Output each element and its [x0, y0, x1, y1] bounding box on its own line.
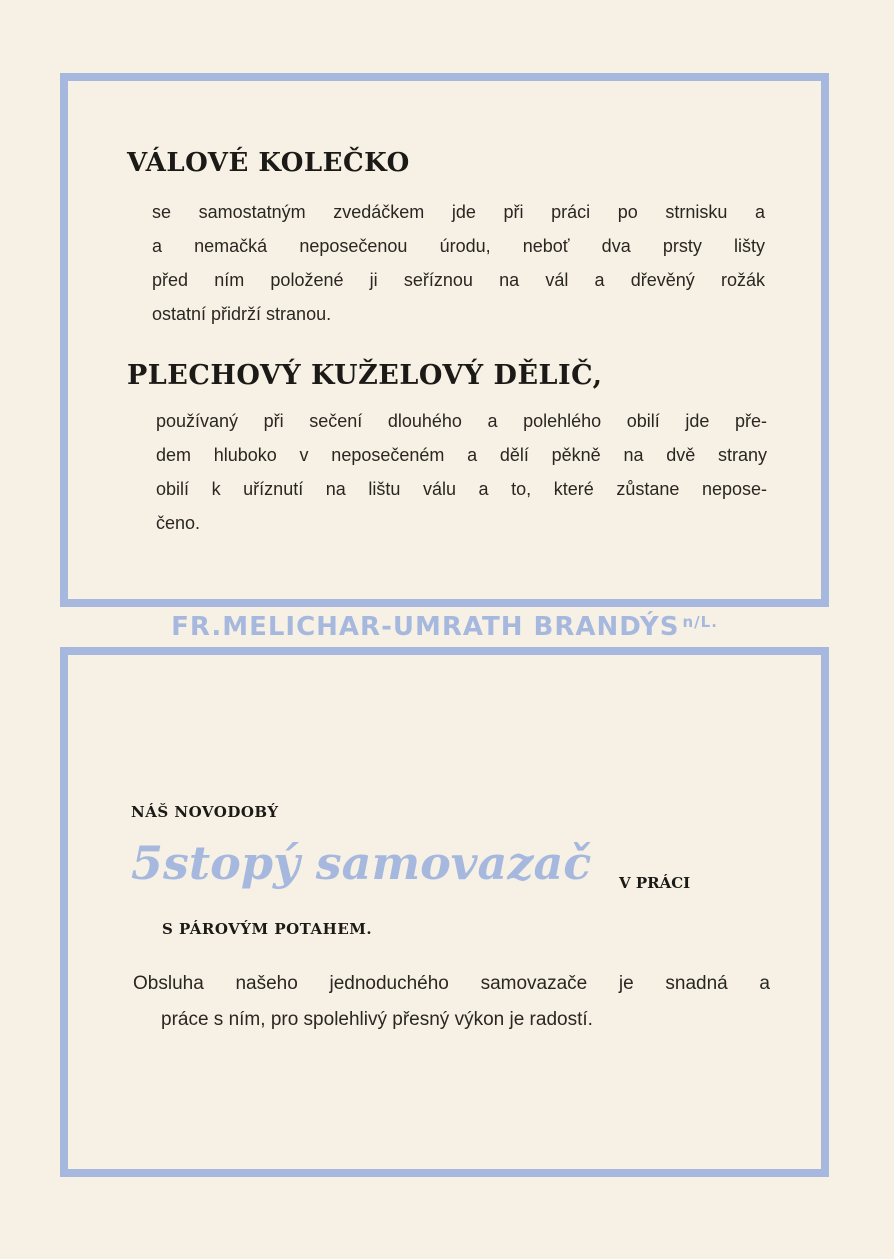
samovazac-paragraph: [133, 966, 770, 1038]
v-praci-label: V PRÁCI: [619, 874, 691, 892]
paragraph-line: dem hluboko v neposečeném a dělí pěkně na dvě strany: [156, 445, 767, 465]
paragraph-line: a nemačká neposečenou úrodu, neboť dva prsty lišty: [152, 236, 765, 256]
paragraph-line: před ním položené ji seříznou na vál a dřevěný rožák: [152, 270, 765, 290]
bottom-panel-frame: [60, 647, 829, 1177]
parovym-potahem-subheading: S PÁROVÝM POTAHEM.: [162, 920, 373, 938]
firm-name: [171, 612, 718, 642]
paragraph-line: Obsluha našeho jednoduchého samovazače je snadná a: [133, 973, 770, 994]
kuzelovy-delic-paragraph: [156, 404, 767, 540]
novodoby-heading: NÁŠ NOVODOBÝ: [131, 803, 279, 821]
paragraph-line: ostatní přidrží stranou.: [152, 304, 332, 324]
firm-location-suffix: n/L.: [682, 613, 718, 631]
kuzelovy-delic-heading: PLECHOVÝ KUŽELOVÝ DĚLIČ,: [127, 360, 603, 391]
paragraph-line: obilí k uříznutí na lištu válu a to, které zůstane nepose-: [156, 479, 767, 499]
firm-name-text: FR.MELICHAR-UMRATH BRANDÝS: [171, 612, 680, 642]
paragraph-line: čeno.: [156, 513, 201, 533]
valove-kolecko-heading: VÁLOVÉ KOLEČKO: [127, 148, 410, 178]
paragraph-line: se samostatným zvedáčkem jde při práci po strnisku a: [152, 202, 765, 222]
paragraph-line: používaný při sečení dlouhého a polehlého obilí jde pře-: [156, 411, 767, 431]
samovazac-script-title: 5stopý samovazač: [131, 836, 592, 890]
valove-kolecko-paragraph: [152, 195, 765, 331]
paragraph-line: práce s ním, pro spolehlivý přesný výkon je radostí.: [161, 1009, 593, 1030]
